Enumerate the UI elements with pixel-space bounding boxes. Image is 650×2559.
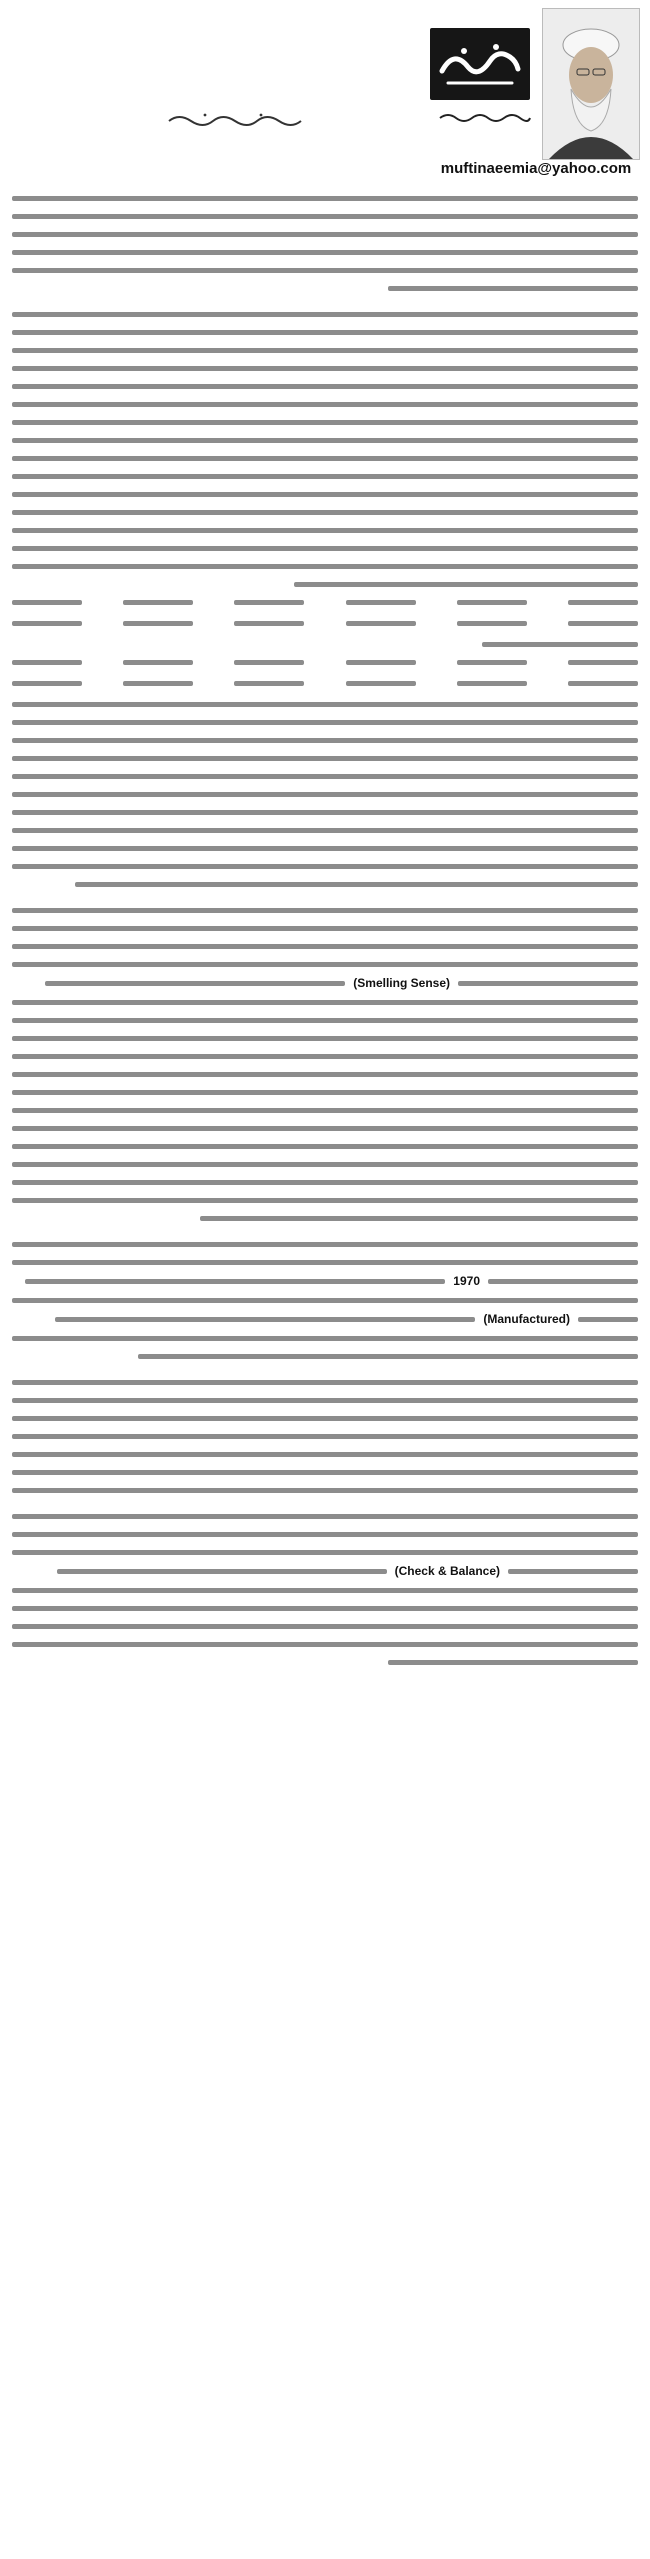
verse-1 xyxy=(12,600,638,626)
masthead xyxy=(430,8,642,188)
smelling-sense-term: (Smelling Sense) xyxy=(353,976,450,990)
zaviya-e-nazar-logo-icon xyxy=(434,33,526,95)
check-balance-line xyxy=(12,1564,638,1578)
author-byline xyxy=(430,106,538,128)
paragraph-6 xyxy=(12,1242,638,1359)
column-brand xyxy=(430,28,530,100)
manufactured-line xyxy=(12,1312,638,1326)
manufactured-term: (Manufactured) xyxy=(483,1312,570,1326)
verse-2 xyxy=(12,660,638,686)
author-portrait-icon xyxy=(543,9,639,159)
paragraph-7 xyxy=(12,1380,638,1493)
paragraph-4 xyxy=(12,702,638,887)
paragraph-3 xyxy=(12,642,638,647)
smelling-sense-line xyxy=(12,976,638,990)
author-portrait xyxy=(542,8,640,160)
paragraph-8 xyxy=(12,1514,638,1665)
paragraph-5 xyxy=(12,908,638,1221)
author-name-urdu-icon xyxy=(436,109,532,125)
column-title xyxy=(110,108,370,130)
article-body xyxy=(12,196,638,1678)
paragraph-2 xyxy=(12,312,638,587)
column-header xyxy=(0,0,650,190)
paragraph-1 xyxy=(12,196,638,291)
column-title-urdu-icon xyxy=(165,111,315,127)
check-balance-term: (Check & Balance) xyxy=(394,1564,500,1578)
year-1970: 1970 xyxy=(453,1274,480,1288)
author-email: muftinaeemia@yahoo.com xyxy=(440,160,632,177)
year-line xyxy=(12,1274,638,1288)
